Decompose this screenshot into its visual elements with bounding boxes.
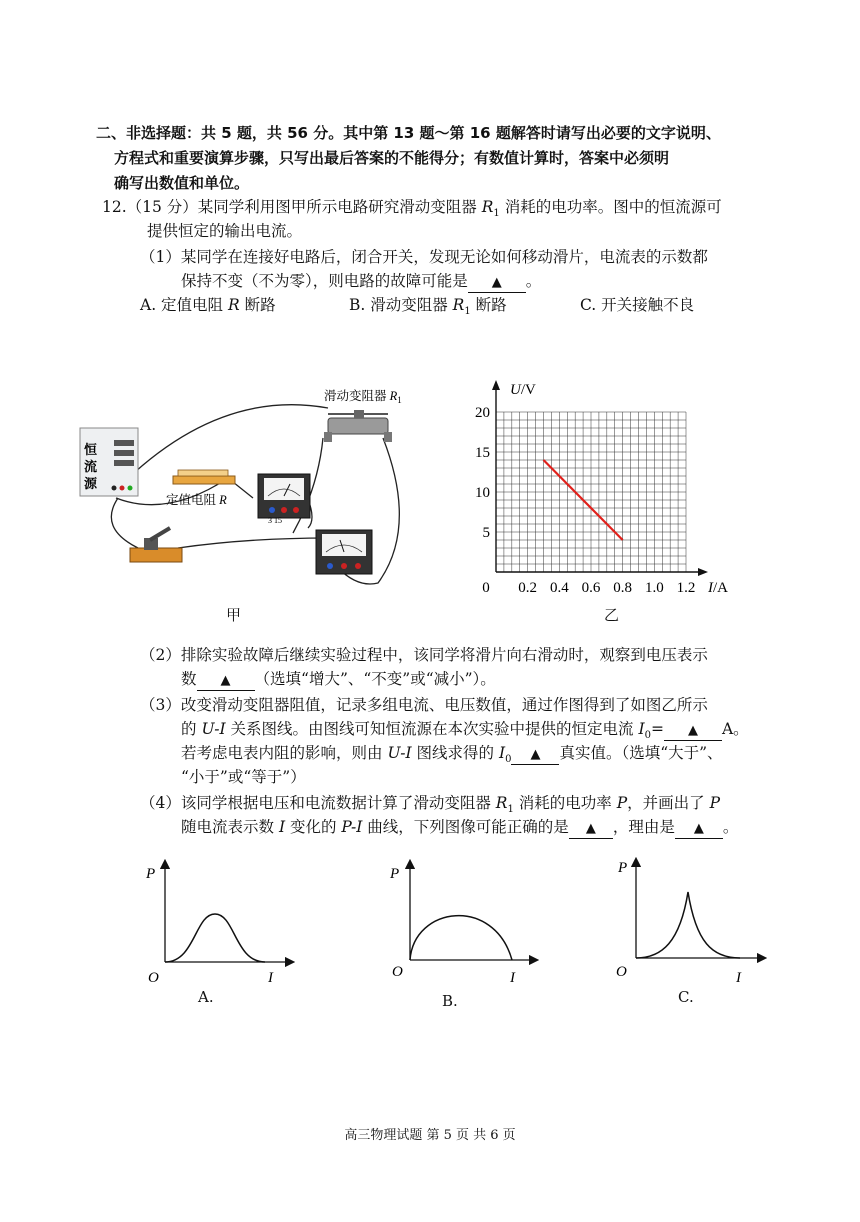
section-line-1: 二、非选择题：共 5 题，共 56 分。其中第 13 题～第 16 题解答时请写出必要的文字说明、 bbox=[96, 124, 721, 142]
x-tick-label: 0.8 bbox=[613, 580, 633, 596]
option-graph-c bbox=[612, 852, 772, 982]
y-axis-label bbox=[510, 382, 536, 398]
rheostat-label-sub: 1 bbox=[397, 395, 402, 405]
i-axis-label: I bbox=[510, 970, 515, 986]
source-char-2: 流 bbox=[84, 459, 98, 474]
i-axis-label: I bbox=[736, 970, 741, 982]
x-tick-label: 0.4 bbox=[549, 580, 569, 596]
i0-sub: 0 bbox=[505, 754, 512, 766]
section-line-2: 方程式和重要演算步骤，只写出最后答案的不能得分；有数值计算时，答案中必须明 bbox=[114, 149, 670, 167]
part4-text-e: 变化的 bbox=[285, 818, 342, 836]
x-tick-label: 0.6 bbox=[581, 580, 601, 596]
option-a-text bbox=[140, 294, 276, 316]
blank-marker: ▲ bbox=[491, 275, 502, 290]
y-axis-var: U bbox=[510, 382, 521, 398]
part4-text-a: （4）该同学根据电压和电流数据计算了滑动变阻器 bbox=[140, 794, 496, 812]
p-var: P bbox=[709, 794, 721, 812]
part3-text-e: 真实值。（选填“大于”、 bbox=[559, 744, 723, 762]
q12-stem-text-a: 12.（15 分）某同学利用图甲所示电路研究滑动变阻器 bbox=[102, 198, 482, 216]
x-axis-label bbox=[707, 580, 728, 596]
page-footer: 高三物理试题 第 5 页 共 6 页 bbox=[344, 1128, 516, 1143]
r1-sub: 1 bbox=[493, 208, 500, 220]
answer-blank-1[interactable] bbox=[468, 272, 526, 293]
part3-text-c: 若考虑电表内阻的影响，则由 bbox=[181, 744, 388, 762]
option-b-suffix: 断路 bbox=[470, 296, 507, 314]
part2-line-2 bbox=[181, 668, 496, 691]
figure-yi-caption: 乙 bbox=[604, 606, 620, 624]
wire-switch bbox=[111, 498, 138, 548]
circuit-figure bbox=[78, 378, 438, 590]
part4-text-d: 随电流表示数 bbox=[181, 818, 279, 836]
x-tick-label: 0.2 bbox=[518, 580, 538, 596]
y-axis-unit: /V bbox=[520, 382, 536, 398]
i0-var: I bbox=[638, 720, 645, 738]
blank-marker: ▲ bbox=[220, 673, 231, 688]
resistor-label-text: 定值电阻 bbox=[166, 493, 220, 507]
x-axis-var: I bbox=[708, 580, 713, 596]
origin-label: O bbox=[392, 964, 403, 980]
curve-c bbox=[636, 892, 740, 958]
option-graph-b bbox=[384, 856, 544, 986]
option-b-sub: 1 bbox=[464, 306, 471, 318]
source-char-1: 恒 bbox=[84, 442, 98, 457]
part4-text-g: ，理由是 bbox=[612, 818, 675, 836]
rheostat bbox=[324, 410, 392, 442]
answer-blank-6[interactable] bbox=[675, 818, 723, 839]
blank-marker: ▲ bbox=[687, 723, 698, 738]
part4-text-c: ，并画出了 bbox=[627, 794, 710, 812]
part1-end: 。 bbox=[525, 272, 542, 290]
x-tick-label: 1.2 bbox=[676, 580, 696, 596]
answer-blank-4[interactable] bbox=[511, 744, 559, 765]
q12-stem-text-b: 消耗的电功率。图中的恒流源可 bbox=[499, 198, 722, 216]
answer-blank-5[interactable] bbox=[569, 818, 613, 839]
y-axis-arrowhead bbox=[492, 380, 500, 390]
part4-text-b: 消耗的电功率 bbox=[513, 794, 617, 812]
part1-line-2 bbox=[181, 270, 541, 293]
resistor-label-var: R bbox=[219, 493, 227, 507]
part4-text-f: 曲线，下列图像可能正确的是 bbox=[362, 818, 569, 836]
i0-var: I bbox=[498, 744, 506, 762]
origin-label: O bbox=[148, 970, 159, 986]
r1-var: R bbox=[481, 198, 494, 216]
part4-line-2 bbox=[181, 816, 738, 839]
switch bbox=[130, 528, 182, 562]
x-tick-label: 0 bbox=[482, 580, 490, 596]
ammeter bbox=[316, 530, 372, 574]
option-b-prefix: B. 滑动变阻器 bbox=[349, 296, 453, 314]
part3-line-1: （3）改变滑动变阻器阻值，记录多组电流、电压数值，通过作图得到了如图乙所示 bbox=[140, 696, 708, 714]
option-b-var: R bbox=[452, 296, 465, 314]
blank-marker: ▲ bbox=[693, 821, 704, 836]
part3-line-4: “小于”或“等于”） bbox=[181, 768, 306, 786]
section-line-3: 确写出数值和单位。 bbox=[114, 174, 250, 192]
figure-jia-caption: 甲 bbox=[226, 606, 242, 624]
ui-var: U-I bbox=[201, 720, 226, 738]
resistor-label bbox=[166, 492, 227, 507]
rheostat-label-text: 滑动变阻器 bbox=[324, 389, 390, 403]
i-axis-label: I bbox=[268, 970, 273, 986]
option-graph-a-caption: A. bbox=[198, 988, 214, 1006]
i-var: I bbox=[278, 818, 286, 836]
r1-var: R bbox=[495, 794, 508, 812]
ui-var: U-I bbox=[387, 744, 412, 762]
ui-chart bbox=[466, 372, 746, 602]
curve-b bbox=[410, 916, 512, 960]
blank-marker: ▲ bbox=[530, 747, 541, 762]
option-a-suffix: 断路 bbox=[239, 296, 276, 314]
chart-grid bbox=[496, 412, 686, 572]
pi-var: P-I bbox=[341, 818, 363, 836]
part2-text-b: （选填“增大”、“不变”或“减小”）。 bbox=[254, 670, 496, 688]
part1-line-1: （1）某同学在连接好电路后，闭合开关，发现无论如何移动滑片，电流表的示数都 bbox=[140, 248, 708, 266]
i0-sub: 0 bbox=[644, 730, 651, 742]
option-graph-a bbox=[140, 856, 300, 986]
voltmeter-terminals: 3 15 bbox=[268, 516, 282, 525]
unit-a: A。 bbox=[721, 720, 749, 738]
current-source bbox=[80, 428, 138, 496]
blank-marker: ▲ bbox=[585, 821, 596, 836]
y-tick-label: 10 bbox=[475, 485, 490, 501]
answer-blank-2[interactable] bbox=[197, 670, 255, 691]
wire-switch-meter bbox=[178, 538, 328, 548]
fixed-resistor bbox=[173, 470, 235, 484]
part2-line-1: （2）排除实验故障后继续实验过程中，该同学将滑片向右滑动时，观察到电压表示 bbox=[140, 646, 708, 664]
part3-text-b: 关系图线。由图线可知恒流源在本次实验中提供的恒定电流 bbox=[225, 720, 639, 738]
equals-sign: = bbox=[650, 720, 664, 738]
option-c-text: C. 开关接触不良 bbox=[580, 296, 695, 314]
voltmeter bbox=[258, 474, 310, 518]
option-a-var: R bbox=[227, 296, 240, 314]
chart-axes bbox=[492, 380, 708, 576]
y-tick-label: 5 bbox=[482, 525, 490, 541]
part1-text: 保持不变（不为零），则电路的故障可能是 bbox=[181, 272, 468, 290]
part3-text-a: 的 bbox=[181, 720, 202, 738]
part4-text-h: 。 bbox=[722, 818, 739, 836]
option-b-text bbox=[349, 294, 507, 323]
y-tick-label: 20 bbox=[475, 405, 490, 421]
p-axis-label: P bbox=[146, 866, 156, 882]
p-axis-label: P bbox=[618, 860, 628, 876]
origin-label: O bbox=[616, 964, 627, 980]
option-a-prefix: A. 定值电阻 bbox=[140, 296, 228, 314]
option-graph-b-caption: B. bbox=[442, 992, 458, 1010]
source-char-3: 源 bbox=[84, 476, 98, 491]
rheostat-label-var: R bbox=[389, 389, 398, 403]
r1-sub: 1 bbox=[507, 804, 514, 816]
part3-text-d: 图线求得的 bbox=[411, 744, 499, 762]
p-var: P bbox=[616, 794, 628, 812]
x-axis-unit: /A bbox=[713, 580, 728, 596]
x-axis-arrowhead bbox=[698, 568, 708, 576]
p-axis-label: P bbox=[390, 866, 400, 882]
q12-stem-line-2: 提供恒定的输出电流。 bbox=[147, 222, 303, 240]
answer-blank-3[interactable] bbox=[664, 720, 722, 741]
part2-text-a: 数 bbox=[181, 670, 197, 688]
rheostat-label bbox=[324, 388, 402, 405]
y-tick-label: 15 bbox=[475, 445, 490, 461]
x-tick-label: 1.0 bbox=[644, 580, 664, 596]
option-graph-c-caption: C. bbox=[678, 988, 694, 1006]
curve-a bbox=[165, 914, 265, 962]
